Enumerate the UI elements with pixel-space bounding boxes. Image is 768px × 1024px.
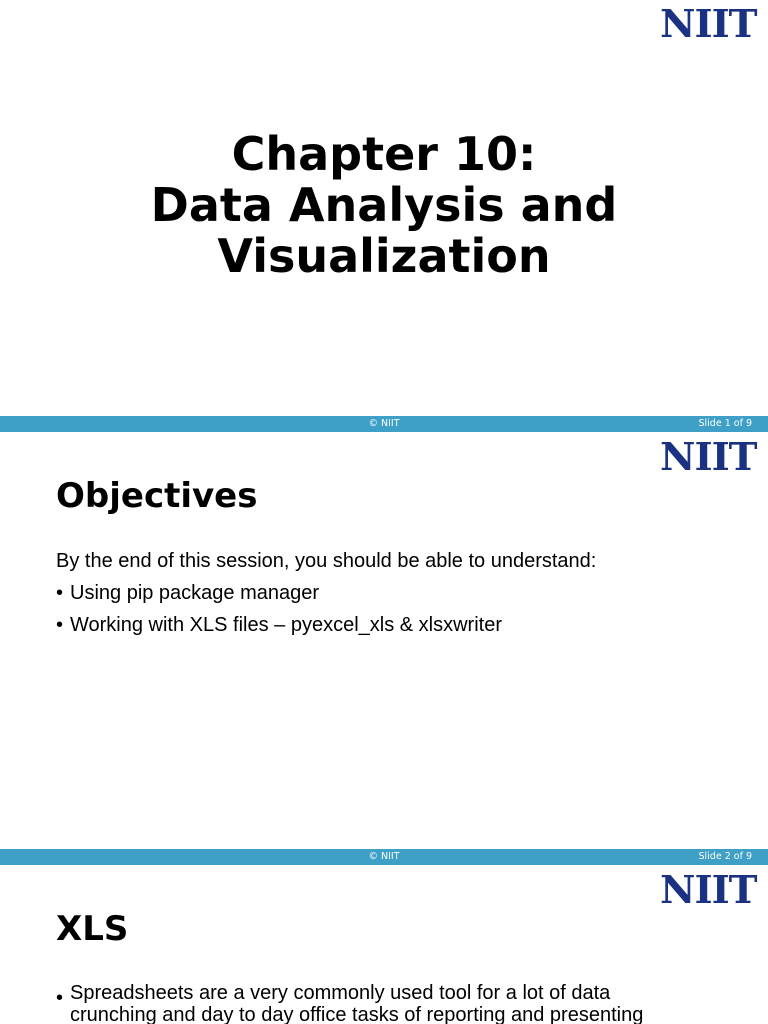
list-item bbox=[56, 609, 596, 641]
slide-footer bbox=[0, 849, 768, 865]
bullet-icon: • bbox=[56, 614, 64, 636]
list-item-text: Using pip package manager bbox=[70, 582, 320, 604]
footer-slide-number: Slide 1 of 9 bbox=[698, 418, 752, 429]
chapter-title-line-3: Visualization bbox=[217, 229, 551, 283]
niit-logo: NIIT bbox=[660, 867, 757, 912]
slide-1 bbox=[0, 0, 768, 432]
slide-2 bbox=[0, 432, 768, 865]
slide-body bbox=[56, 545, 596, 641]
slide-3 bbox=[0, 865, 768, 1024]
bullet-icon: • bbox=[56, 987, 64, 1009]
intro-text: By the end of this session, you should be able to understand: bbox=[56, 550, 597, 572]
slide-footer bbox=[0, 416, 768, 432]
list-item bbox=[56, 577, 596, 609]
footer-copyright: © NIIT bbox=[368, 851, 400, 862]
list-item bbox=[56, 982, 670, 1024]
bullet-icon: • bbox=[56, 582, 64, 604]
niit-logo: NIIT bbox=[660, 1, 757, 46]
chapter-title-line-1: Chapter 10: bbox=[231, 127, 537, 181]
list-item-text: Working with XLS files – pyexcel_xls & xlsxwriter bbox=[70, 614, 502, 636]
niit-logo: NIIT bbox=[660, 434, 757, 479]
footer-copyright: © NIIT bbox=[368, 418, 400, 429]
list-item-text: Spreadsheets are a very commonly used tool for a lot of data crunching and day to day office tasks of reporting and presenting bbox=[70, 982, 644, 1024]
slide-heading: XLS bbox=[56, 909, 129, 949]
chapter-title-line-2: Data Analysis and bbox=[150, 178, 618, 232]
footer-slide-number: Slide 2 of 9 bbox=[698, 851, 752, 862]
slide-heading: Objectives bbox=[56, 476, 258, 516]
slide-body bbox=[56, 982, 670, 1024]
